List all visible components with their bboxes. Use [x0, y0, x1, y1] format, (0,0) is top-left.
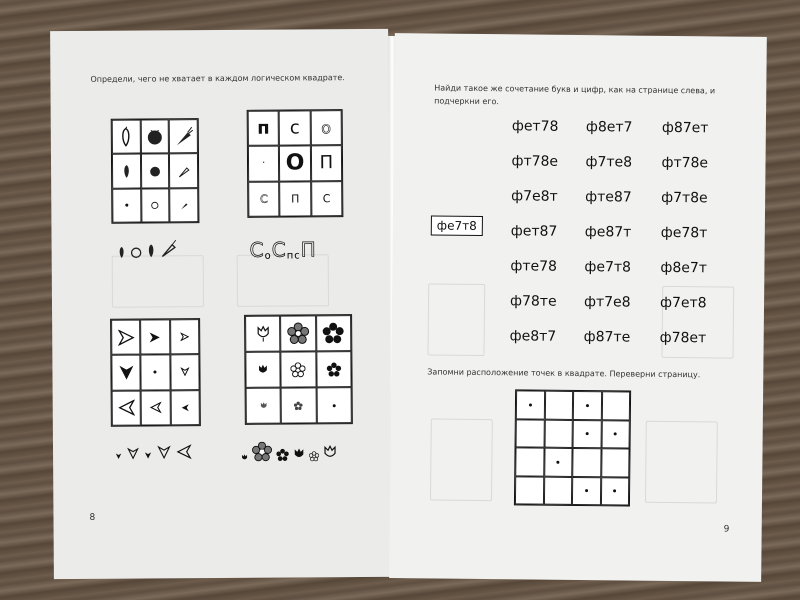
arrowhead-icon	[170, 354, 200, 390]
letter-digit-combination[interactable]: ф87ет	[661, 119, 709, 137]
letter-digit-combination[interactable]: ф78те	[509, 293, 557, 310]
dot-grid-cell	[515, 476, 544, 505]
carrot-icon	[169, 119, 198, 154]
arrowhead-icon	[112, 390, 142, 426]
right-instruction: Найди такое же сочетание букв и цифр, как на странице слева, и подчеркни его.	[434, 83, 716, 107]
letter-digit-combination[interactable]: ф7е8т	[511, 188, 558, 205]
letter-grid	[247, 109, 344, 218]
dot-grid-cell	[516, 390, 545, 419]
tulip-icon	[323, 445, 337, 465]
dot-grid-cell	[544, 391, 573, 420]
dot-grid-cell	[600, 477, 629, 506]
carrot-icon	[170, 188, 199, 223]
dot-grid-cell	[573, 419, 602, 448]
arrow-answers	[115, 444, 192, 464]
answer-letter: с	[294, 250, 300, 262]
arrowhead-icon	[115, 445, 122, 464]
left-instruction: Определи, чего не хватает в каждом логическом квадрате.	[90, 73, 345, 84]
dot-memory-grid	[514, 389, 631, 506]
letter-cell: ·	[248, 146, 280, 182]
dot-grid-cell	[544, 419, 573, 448]
letter-digit-combination[interactable]: фт78е	[661, 154, 709, 172]
arrowhead-icon	[140, 319, 170, 355]
dot-mark	[613, 490, 616, 493]
target-combination: фе7т8	[431, 215, 483, 236]
dot-grid-cell	[543, 476, 572, 505]
dot-grid-cell	[573, 391, 602, 420]
dot-grid-cell	[516, 419, 545, 448]
letter-digit-combination[interactable]: фет87	[510, 223, 558, 240]
page-number: 8	[89, 512, 96, 523]
tomato-icon	[140, 119, 169, 154]
letter-digit-combination[interactable]: ф8ет7	[585, 119, 633, 136]
empty-cell-dot	[316, 387, 352, 423]
memory-instruction: Запомни расположение точек в квадрате. Переверни страницу.	[427, 367, 701, 380]
dot-mark	[557, 461, 560, 464]
pepper-icon	[112, 120, 141, 155]
carrot-icon	[169, 153, 198, 188]
arrowhead-icon	[127, 445, 139, 464]
letter-digit-combination[interactable]: ф87те	[583, 329, 631, 346]
tomato-icon	[141, 188, 170, 223]
dot-mark	[585, 489, 588, 492]
flower-icon	[316, 351, 352, 387]
answer-letter: С	[271, 237, 286, 262]
pepper-icon	[112, 154, 141, 189]
tulip-icon	[241, 447, 248, 466]
letter-digit-combination[interactable]: ф7те8	[585, 154, 633, 171]
empty-cell-dot	[141, 355, 171, 391]
dot-mark	[614, 433, 617, 436]
letter-digit-combination[interactable]: фет78	[511, 118, 559, 135]
dot-grid-cell	[601, 391, 630, 420]
dot-grid-cell	[572, 476, 601, 505]
letter-digit-combination[interactable]: ф7т8е	[661, 189, 708, 207]
letter-digit-combination[interactable]: фе7т8	[584, 259, 632, 276]
pepper-icon	[147, 242, 156, 262]
right-page	[389, 33, 767, 582]
dot-mark	[585, 432, 588, 435]
arrowhead-icon	[111, 355, 141, 391]
arrowhead-icon	[111, 320, 141, 356]
letter-digit-combination[interactable]: ф78ет	[659, 329, 707, 347]
tulip-icon	[293, 446, 305, 465]
page-number: 9	[723, 524, 730, 535]
answer-letter: П	[300, 237, 316, 262]
arrowhead-icon	[141, 390, 171, 426]
flower-icon	[281, 351, 317, 387]
carrot-icon	[160, 238, 178, 262]
letter-digit-combination[interactable]: ф7ет8	[659, 294, 707, 312]
arrowhead-icon	[157, 444, 171, 463]
flower-icon	[316, 315, 352, 351]
answer-letter: п	[286, 250, 294, 262]
ghost-shape	[237, 254, 329, 307]
letter-answers	[250, 237, 316, 261]
tulip-icon	[246, 388, 282, 424]
letter-digit-combination[interactable]: фт7е8	[583, 294, 631, 311]
letter-digit-combination[interactable]: фте87	[585, 189, 632, 206]
letter-digit-combination[interactable]: ф8е7т	[660, 259, 708, 277]
tulip-icon	[245, 352, 281, 388]
letter-cell: с	[279, 110, 311, 146]
letter-cell: п	[248, 111, 280, 147]
arrowhead-icon	[176, 444, 192, 463]
letter-cell: П	[279, 181, 311, 217]
dot-grid-cell	[601, 448, 630, 477]
flower-icon	[276, 447, 289, 466]
letter-cell: С	[311, 181, 343, 217]
letter-digit-combination[interactable]: фе8т7	[509, 328, 557, 345]
flower-icon	[281, 387, 317, 423]
ghost-shape	[430, 418, 493, 501]
flower-icon	[252, 442, 272, 466]
arrowhead-icon	[170, 390, 200, 426]
letter-cell: П	[311, 145, 343, 181]
letter-cell: О	[279, 146, 311, 182]
letter-digit-combination[interactable]: фте78	[510, 258, 558, 275]
flower-answers	[241, 441, 337, 466]
empty-cell-dot	[112, 188, 141, 223]
dot-grid-cell	[515, 447, 544, 476]
flower-icon	[280, 315, 316, 351]
ghost-shape	[427, 283, 485, 356]
arrow-grid	[110, 318, 201, 427]
letter-digit-combination[interactable]: фе78т	[660, 224, 708, 242]
tulip-icon	[245, 316, 281, 352]
flower-grid	[244, 314, 353, 425]
arrowhead-icon	[170, 319, 200, 355]
dot-mark	[529, 403, 532, 406]
ghost-shape	[645, 421, 718, 504]
dot-grid-cell	[601, 420, 630, 449]
tomato-icon	[130, 244, 143, 263]
letter-digit-combination[interactable]: фе87т	[584, 224, 632, 241]
left-page	[50, 29, 392, 579]
answer-letter: С	[249, 237, 264, 262]
answer-letter: о	[264, 250, 271, 262]
ghost-shape	[112, 255, 204, 308]
vegetable-answers	[118, 238, 178, 262]
tomato-icon	[141, 154, 170, 189]
vegetable-grid	[111, 118, 200, 224]
letter-cell: о	[310, 110, 342, 146]
dot-grid-cell	[544, 448, 573, 477]
dot-grid-cell	[572, 448, 601, 477]
dot-mark	[586, 404, 589, 407]
letter-digit-combination[interactable]: фт78е	[511, 153, 559, 170]
letter-cell: С	[248, 181, 280, 217]
pepper-icon	[118, 244, 126, 263]
flower-icon	[309, 446, 319, 465]
arrowhead-icon	[144, 444, 152, 463]
